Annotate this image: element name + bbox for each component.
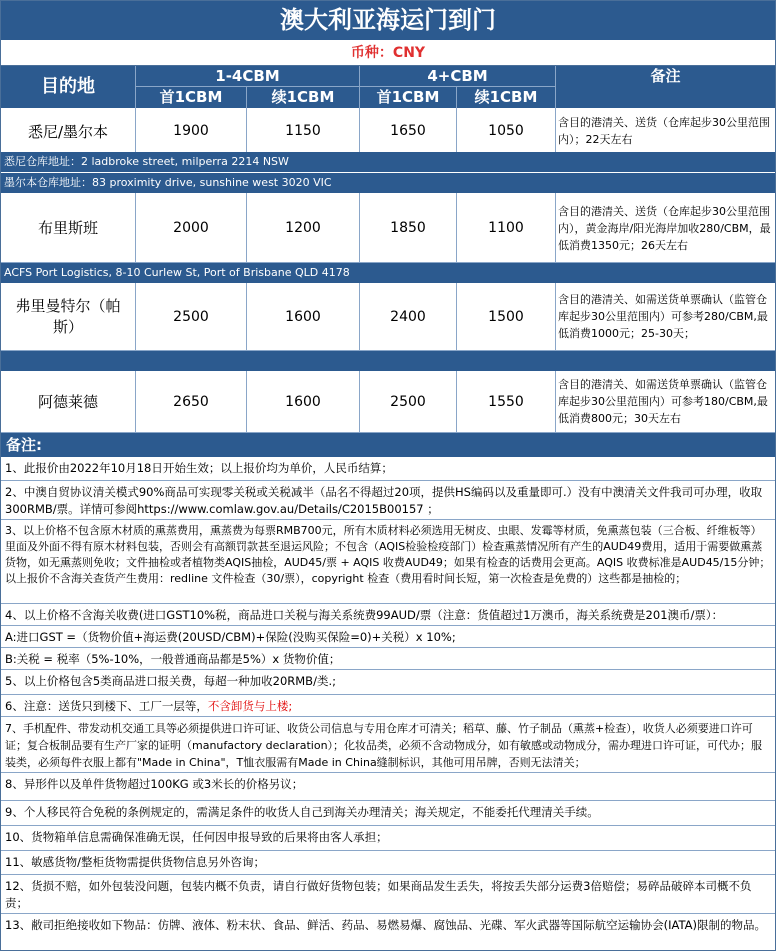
note-12: 12、货损不赔，如外包装没问题，包装内概不负责，请自行做好货物包装；如果商品发生丢失，将按丢失部分运费3倍赔偿；易碎品破碎本司概不负责；	[1, 875, 775, 914]
price-cell: 1600	[247, 371, 360, 433]
price-cell: 1150	[247, 108, 360, 155]
note-4b: B:关税 = 税率（5%-10%，一般普通商品都是5%）x 货物价值；	[1, 648, 775, 670]
warehouse-address-sydney: 悉尼仓库地址：2 ladbroke street, milperra 2214 NSW	[1, 152, 775, 172]
note-6	[1, 695, 775, 717]
note-6-text: 6、注意：送货只到楼下、工厂一层等，	[5, 699, 208, 713]
header-first-cbm-2: 首1CBM	[360, 87, 457, 108]
row-remark: 含目的港清关、送货（仓库起步30公里范围内），黄金海岸/阳光海岸加收280/CBM，最低消费1350元；26天左右	[556, 193, 775, 263]
row-destination: 悉尼/墨尔本	[1, 108, 136, 155]
price-cell: 1100	[457, 193, 556, 263]
note-3: 3、以上价格不包含原木材质的熏蒸费用，熏蒸费为每票RMB700元，所有木质材料必须选用无树皮、虫眼、发霉等材质，免熏蒸包装（三合板、纤维板等）里面及外面不得有原木材料包装，否则会有高额罚款甚至退运风险；不包含（AQIS检验检疫部门）检查熏蒸情况所有产生的AUD49费用，适用于需要做熏蒸货物，如无熏蒸则免收；文件抽检或者植物类AQIS抽检，AUD45/票 + AQIS 收费AUD49；如果有检查的话费用会更高。AQIS 收费标准是AUD45/15分钟；以上报价不含海关查货产生费用：redline 文件检查（30/票），copyright 检查（费用看时间长短，第一次检查是免费的）这些都是抽检的；	[1, 520, 775, 604]
note-10: 10、货物箱单信息需确保准确无误，任何因申报导致的后果将由客人承担；	[1, 826, 775, 851]
note-4a: A:进口GST =（货物价值+海运费(20USD/CBM)+保险(没购买保险=0)+关税）x 10%;	[1, 626, 775, 648]
row-destination: 布里斯班	[1, 193, 136, 263]
header-remarks: 备注	[556, 66, 775, 87]
note-13: 13、敝司拒绝接收如下物品：仿牌、液体、粉末状、食品、鲜活、药品、易燃易爆、腐蚀品、光碟、军火武器等国际航空运输协会(IATA)限制的物品。	[5, 918, 766, 932]
note-9: 9、个人移民符合免税的条例规定的，需满足条件的收货人自己到海关办理清关；海关规定，不能委托代理清关手续。	[1, 801, 775, 826]
price-cell: 1500	[457, 283, 556, 351]
note-2: 2、中澳自贸协议清关模式90%商品可实现零关税或关税减半（品名不得超过20项，提供HS编码以及重量即可.）没有中澳清关文件我司可办理，收取300RMB/票。详情可参阅https://www.comlaw.gov.au/Details/C2015B00157 ；	[1, 481, 775, 520]
price-cell: 2650	[136, 371, 247, 433]
header-remarks-blank	[556, 87, 775, 108]
price-cell: 1850	[360, 193, 457, 263]
note-7: 7、手机配件、带发动机交通工具等必须提供进口许可证、收货公司信息与专用仓库才可清关；稻草、藤、竹子制品（熏蒸+检查），收货人必须要进口许可证；复合板制品要有生产厂家的证明（manufactory declaration）；化妆品类，必须不含动物成分，如有敏感或动物成分，需办理进口许可证，可代办；服装类，必须每件衣服上都有"Made in China"，T恤衣服需有Made in China缝制标识，其他可用吊牌，否则无法清关；	[1, 717, 775, 773]
header-group-1-4cbm: 1-4CBM	[136, 66, 360, 87]
warehouse-address-melbourne: 墨尔本仓库地址：83 proximity drive, sunshine west 3020 VIC	[1, 173, 775, 193]
note-8: 8、异形件以及单件货物超过100KG 或3米长的价格另议；	[1, 773, 775, 801]
price-cell: 2500	[136, 283, 247, 351]
page-title: 澳大利亚海运门到门	[1, 1, 775, 40]
row-remark: 含目的港清关、如需送货单票确认（监管仓库起步30公里范围内）可参考180/CBM,最低消费800元；30天左右	[556, 371, 775, 433]
row-destination: 弗里曼特尔（帕斯）	[1, 283, 136, 351]
note-4: 4、以上价格不含海关收费(进口GST10%税，商品进口关税与海关系统费99AUD/票（注意：货值超过1万澳币，海关系统费是201澳币/票）：	[1, 604, 775, 626]
price-cell: 2500	[360, 371, 457, 433]
price-cell: 1650	[360, 108, 457, 155]
price-cell: 1050	[457, 108, 556, 155]
price-cell: 2000	[136, 193, 247, 263]
note-6-warning: 不含卸货与上楼;	[207, 699, 293, 713]
row-remark: 含目的港清关、如需送货单票确认（监管仓库起步30公里范围内）可参考280/CBM,最低消费1000元；25-30天；	[556, 283, 775, 351]
note-5: 5、以上价格包含5类商品进口报关费，每超一种加收20RMB/类.;	[1, 670, 775, 695]
row-remark: 含目的港清关、送货（仓库起步30公里范围内）；22天左右	[556, 108, 775, 155]
row-destination: 阿德莱德	[1, 371, 136, 433]
currency-label: 币种：CNY	[1, 40, 775, 66]
notes-title: 备注:	[1, 433, 775, 457]
header-group-4plus-cbm: 4+CBM	[360, 66, 556, 87]
separator-band	[1, 351, 775, 371]
note-1: 1、此报价由2022年10月18日开始生效；以上报价均为单价，人民币结算；	[1, 457, 775, 481]
price-cell: 1550	[457, 371, 556, 433]
price-cell: 2400	[360, 283, 457, 351]
note-11: 11、敏感货物/整柜货物需提供货物信息另外咨询；	[1, 851, 775, 875]
header-cont-cbm-2: 续1CBM	[457, 87, 556, 108]
price-cell: 1900	[136, 108, 247, 155]
warehouse-address-brisbane: ACFS Port Logistics, 8-10 Curlew St, Port of Brisbane QLD 4178	[1, 263, 775, 283]
header-first-cbm-1: 首1CBM	[136, 87, 247, 108]
header-destination: 目的地	[1, 66, 136, 108]
price-cell: 1200	[247, 193, 360, 263]
price-cell: 1600	[247, 283, 360, 351]
header-cont-cbm-1: 续1CBM	[247, 87, 360, 108]
